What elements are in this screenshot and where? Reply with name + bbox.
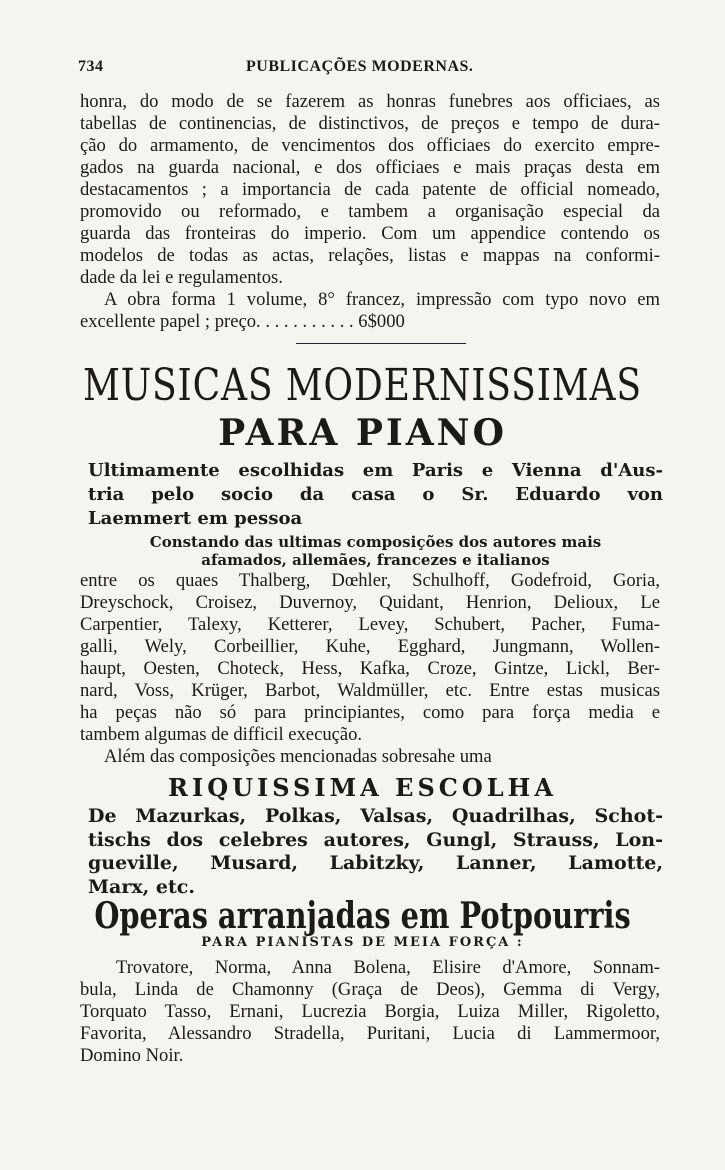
running-title: PUBLICAÇÕES MODERNAS. (246, 58, 474, 75)
price-line (80, 311, 660, 333)
text-line: Constando das ultimas composições dos autores mais (149, 533, 602, 551)
text-line: ção do armamento, de vencimentos dos officiaes do exercito empre- (80, 135, 660, 156)
composers-paragraph (80, 570, 660, 768)
text-line: Trovatore, Norma, Anna Bolena, Elisire d'Amore, Sonnam- (116, 957, 660, 978)
text-line: promovido ou reformado, e tambem a organisação especial da (80, 201, 660, 222)
text-line: gados na guarda nacional, e dos officiaes e mais praças desta em (80, 157, 660, 178)
text-line: nard, Voss, Krüger, Barbot, Waldmüller, etc. Entre estas musicas (80, 680, 660, 701)
text-line: tambem algumas de difficil execução. (80, 724, 363, 745)
price-value: 6$000 (358, 311, 405, 332)
piano-subtitle: PARA PIANO (218, 412, 507, 454)
text-line: afamados, allemães, francezes e italianos (201, 551, 550, 569)
musicas-title: MUSICAS MODERNISSIMAS (83, 360, 642, 411)
text-line: tischs dos celebres autores, Gungl, Strauss, Lon- (88, 828, 663, 851)
text-line: Favorita, Alessandro Stradella, Puritani, Lucia di Lammermoor, (80, 1023, 660, 1044)
constando-paragraph (88, 533, 663, 569)
text-line: De Mazurkas, Polkas, Valsas, Quadrilhas, Schot- (88, 805, 663, 827)
riquissima-heading: RIQUISSIMA ESCOLHA (168, 773, 557, 802)
text-line: destacamentos ; a importancia de cada patente de official nomeado, (80, 179, 660, 200)
text-line: Domino Noir. (80, 1045, 184, 1066)
page-number: 734 (78, 58, 104, 75)
operas-title: Operas arranjadas em Potpourris (94, 895, 631, 937)
text-line: Laemmert em pessoa (88, 508, 303, 529)
section-divider (296, 343, 466, 344)
text-line: Torquato Tasso, Ernani, Lucrezia Borgia, Luiza Miller, Rigoletto, (80, 1001, 660, 1022)
text-line: Ultimamente escolhidas em Paris e Vienna d'Aus- (88, 460, 663, 481)
text-line: Dreyschock, Croisez, Duvernoy, Quidant, Henrion, Delioux, Le (80, 592, 660, 613)
text-line: ha peças não só para principiantes, como para força media e (80, 702, 660, 723)
intro-paragraph (80, 91, 660, 333)
selection-paragraph (88, 459, 663, 531)
text-line: haupt, Oesten, Choteck, Hess, Kafka, Croze, Gintze, Lickl, Ber- (80, 658, 660, 679)
text-line: Além das composições mencionadas sobresahe uma (104, 746, 492, 767)
text-line: entre os quaes Thalberg, Dœhler, Schulhoff, Godefroid, Goria, (80, 570, 660, 591)
text-line: tabellas de continencias, de distinctivos, de preços e tempo de dura- (80, 113, 660, 134)
text-line: modelos de todas as actas, relações, listas e mappas na conformi- (80, 245, 660, 266)
text-line: gueville, Musard, Labitzky, Lanner, Lamotte, (88, 852, 663, 874)
text-line: guarda das fronteiras do imperio. Com um appendice contendo os (80, 223, 660, 244)
price-label: excellente papel ; preço. . . . . . . . . . . (80, 311, 354, 332)
text-line: Carpentier, Talexy, Ketterer, Levey, Schubert, Pacher, Fuma- (80, 614, 660, 635)
text-line: tria pelo socio da casa o Sr. Eduardo von (88, 484, 663, 505)
edition-line: A obra forma 1 volume, 8° francez, impressão com typo novo em (104, 289, 660, 310)
text-line: Marx, etc. (88, 875, 195, 898)
text-line: bula, Linda de Chamonny (Graça de Deos), Gemma di Vergy, (80, 979, 660, 1000)
text-line: dade da lei e regulamentos. (80, 267, 283, 288)
operas-subtitle: PARA PIANISTAS DE MEIA FORÇA : (201, 935, 524, 950)
text-line: honra, do modo de se fazerem as honras funebres aos officiaes, as (80, 91, 660, 112)
dance-paragraph (88, 805, 663, 899)
text-line: galli, Wely, Corbeillier, Kuhe, Egghard, Jungmann, Wollen- (80, 636, 660, 657)
opera-list-paragraph (80, 957, 660, 1067)
